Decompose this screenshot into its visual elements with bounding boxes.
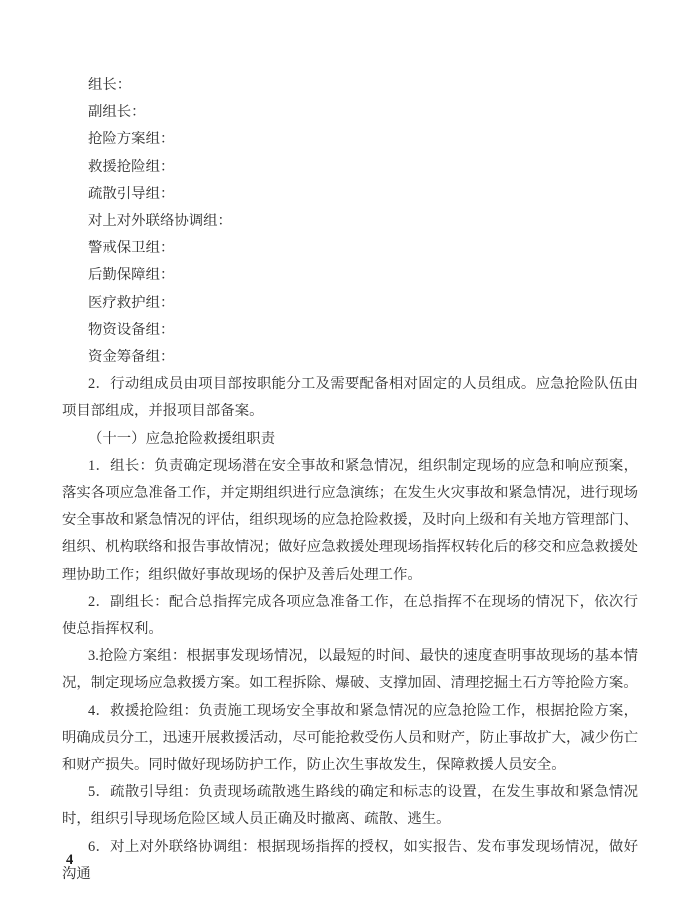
duty-paragraph-liaison-group: 6．对上对外联络协调组：根据现场指挥的授权，如实报告、发布事发现场情况，做好沟通 bbox=[62, 838, 638, 882]
roster-line-deputy-leader: 副组长： bbox=[88, 104, 146, 121]
duty-paragraph-rescue-plan-group: 3.抢险方案组：根据事发现场情况，以最短的时间、最快的速度查明事故现场的基本情况，制定现场应急救援方案。如工程拆除、爆破、支撑加固、清理挖掘土石方等抢险方案。 bbox=[62, 648, 638, 692]
roster-line-rescue-emergency-group: 救援抢险组： bbox=[88, 158, 175, 175]
duty-paragraph-leader: 1．组长：负责确定现场潜在安全事故和紧急情况，组织制定现场的应急和响应预案，落实各项应急准备工作，并定期组织进行应急演练；在发生火灾事故和紧急情况，进行现场安全事故和紧急情况的评估，组织现场的应急抢险救援，及时向上级和有关地方管理部门、组织、机构联络和报告事故情况；做好应急救援处理现场指挥权转化后的移交和应急救援处理协助工作；组织做好事故现场的保护及善后处理工作。 bbox=[62, 457, 638, 583]
paragraph-action-group-members: 2．行动组成员由项目部按职能分工及需要配备相对固定的人员组成。应急抢险队伍由项目部组成，并报项目部备案。 bbox=[62, 376, 638, 420]
document-content bbox=[62, 72, 638, 888]
roster-line-liaison-group: 对上对外联络协调组： bbox=[88, 213, 232, 230]
roster-line-evacuation-guide-group: 疏散引导组： bbox=[88, 185, 175, 202]
page-number: 4 bbox=[66, 852, 74, 868]
roster-line-materials-group: 物资设备组： bbox=[88, 321, 175, 338]
duty-paragraph-deputy-leader: 2．副组长：配合总指挥完成各项应急准备工作，在总指挥不在现场的情况下，依次行使总指挥权利。 bbox=[62, 593, 638, 638]
roster-line-medical-group: 医疗救护组： bbox=[88, 294, 175, 311]
roster-line-leader: 组长： bbox=[88, 77, 132, 93]
duty-paragraph-rescue-emergency-group: 4．救援抢险组：负责施工现场安全事故和紧急情况的应急抢险工作，根据抢险方案，明确成员分工，迅速开展救援活动，尽可能抢救受伤人员和财产，防止事故扩大，减少伤亡和财产损失。同时做好现场防护工作，防止次生事故发生，保障救援人员安全。 bbox=[62, 702, 638, 774]
duty-paragraph-evacuation-guide-group: 5．疏散引导组：负责现场疏散逃生路线的确定和标志的设置，在发生事故和紧急情况时，组织引导现场危险区域人员正确及时撤离、疏散、逃生。 bbox=[62, 784, 638, 828]
roster-line-logistics-group: 后勤保障组： bbox=[88, 267, 175, 284]
section-heading-eleven: （十一）应急抢险救援组职责 bbox=[88, 430, 276, 447]
roster-line-funds-group: 资金筹备组： bbox=[88, 349, 175, 366]
roster-line-security-group: 警戒保卫组： bbox=[88, 240, 175, 257]
roster-line-rescue-plan-group: 抢险方案组： bbox=[88, 131, 175, 148]
